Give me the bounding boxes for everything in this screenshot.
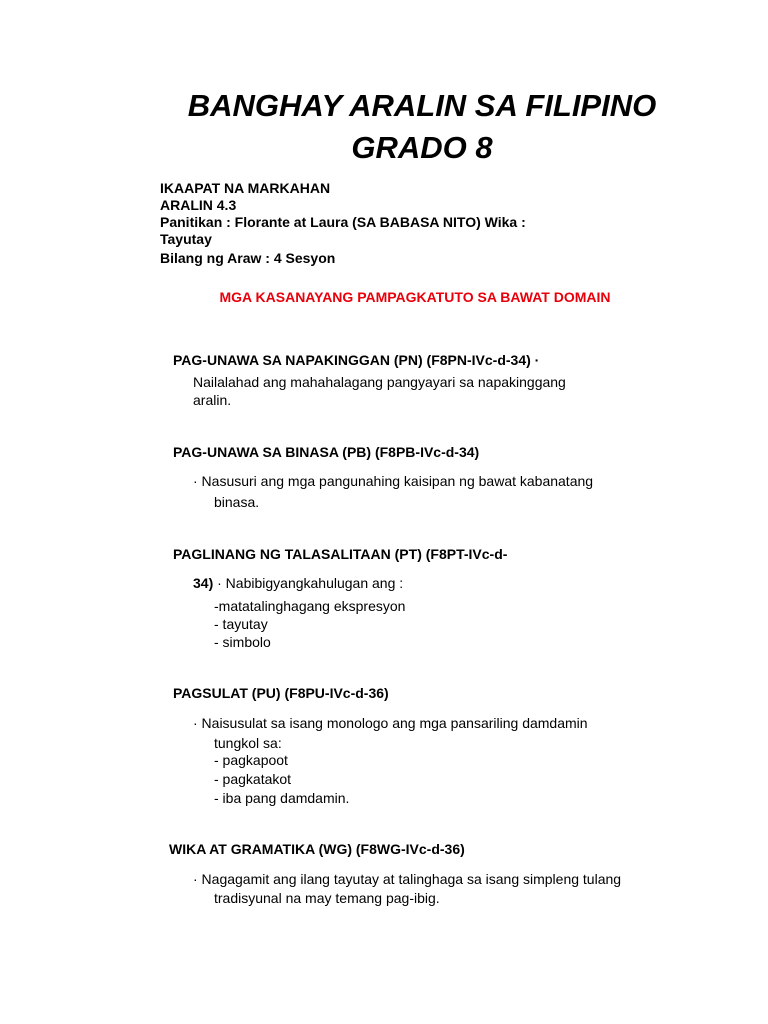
section-pb-text-1: · Nasusuri ang mga pangunahing kaisipan ng bawat kabanatang	[193, 473, 594, 489]
section-pt-item: - tayutay	[214, 616, 268, 632]
section-pb-text-2: binasa.	[214, 494, 260, 510]
literature-line-1: Panitikan : Florante at Laura (SA BABASA NITO) Wika :	[160, 214, 526, 230]
section-pt-line	[193, 575, 403, 591]
section-pt-text-1: · Nabibigyangkahulugan ang :	[213, 575, 404, 591]
title-line-1: BANGHAY ARALIN SA FILIPINO	[187, 88, 657, 123]
section-wg-heading: WIKA AT GRAMATIKA (WG) (F8WG-IVc-d-36)	[169, 841, 465, 857]
lesson-label: ARALIN 4.3	[160, 197, 237, 213]
section-wg-text-2: tradisyunal na may temang pag-ibig.	[214, 890, 440, 906]
section-pn-heading: PAG-UNAWA SA NAPAKINGGAN (PN) (F8PN-IVc-d-34) ·	[173, 352, 540, 368]
quarter-label: IKAAPAT NA MARKAHAN	[160, 180, 331, 196]
section-pt-heading-cont: 34)	[193, 575, 214, 591]
section-pu-item: - pagkapoot	[214, 752, 288, 768]
title-line-2: GRADO 8	[351, 130, 493, 165]
section-pt-item: -matatalinghagang ekspresyon	[214, 598, 406, 614]
section-pt-item: - simbolo	[214, 634, 271, 650]
section-pt-heading: PAGLINANG NG TALASALITAAN (PT) (F8PT-IVc-d-	[173, 546, 508, 562]
section-pn-text-1: Nailalahad ang mahahalagang pangyayari sa napakinggang	[193, 374, 566, 390]
section-pu-text-1: · Naisusulat sa isang monologo ang mga pansariling damdamin	[193, 715, 588, 731]
section-pu-text-2: tungkol sa:	[214, 735, 282, 751]
section-pu-heading: PAGSULAT (PU) (F8PU-IVc-d-36)	[173, 685, 389, 701]
section-pn-text-2: aralin.	[193, 392, 232, 408]
section-pu-item: - iba pang damdamin.	[214, 790, 350, 806]
domain-heading: MGA KASANAYANG PAMPAGKATUTO SA BAWAT DOMAIN	[219, 289, 611, 305]
section-wg-text-1: · Nagagamit ang ilang tayutay at talinghaga sa isang simpleng tulang	[193, 871, 622, 887]
section-pu-item: - pagkatakot	[214, 771, 292, 787]
days-label: Bilang ng Araw : 4 Sesyon	[160, 250, 336, 266]
section-pb-heading: PAG-UNAWA SA BINASA (PB) (F8PB-IVc-d-34)	[173, 444, 480, 460]
literature-line-2: Tayutay	[160, 231, 212, 247]
